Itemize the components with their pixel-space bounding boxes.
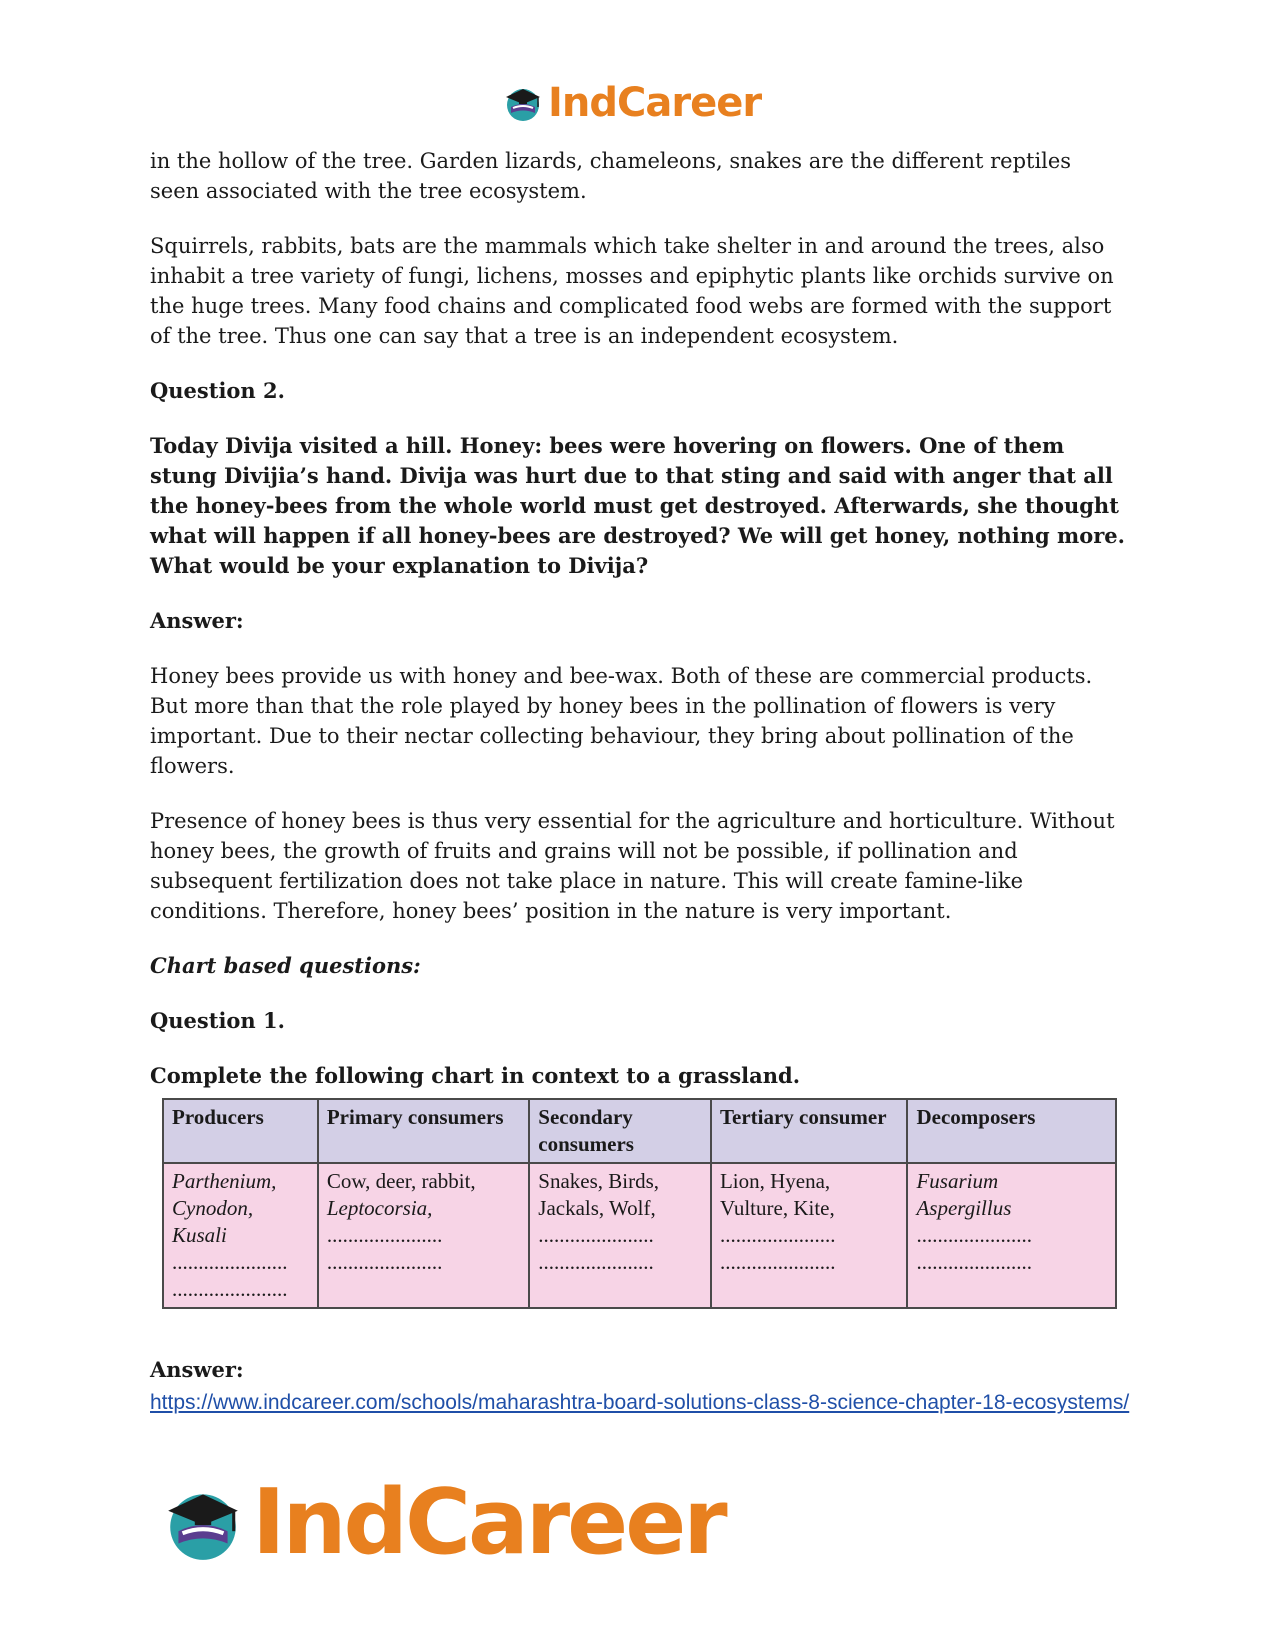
- table-header-row: [163, 1099, 1116, 1163]
- cell-line: Fusarium: [916, 1169, 999, 1193]
- section-heading: Chart based questions:: [150, 953, 421, 978]
- cell-line: Leptocorsia,: [326, 1196, 433, 1220]
- cell-tertiary-consumer: [711, 1163, 908, 1308]
- brand-name: IndCareer: [252, 1470, 725, 1575]
- question-label: Question 1.: [150, 1008, 285, 1033]
- answer-label: Answer:: [150, 1357, 244, 1382]
- brand-name: IndCareer: [548, 80, 762, 126]
- cell-producers: [163, 1163, 318, 1308]
- cell-line: Vulture, Kite,: [719, 1196, 835, 1220]
- blank-line: ......................: [538, 1250, 654, 1274]
- question-text: Complete the following chart in context to a grassland.: [150, 1063, 801, 1088]
- cell-line: Jackals, Wolf,: [538, 1196, 656, 1220]
- cell-line: Aspergillus: [916, 1196, 1012, 1220]
- cell-line: Lion, Hyena,: [719, 1169, 831, 1193]
- question-label: Question 2.: [150, 378, 285, 403]
- cell-secondary-consumers: [529, 1163, 711, 1308]
- paragraph: in the hollow of the tree. Garden lizards, chameleons, snakes are the different reptiles seen associated with the tree ecosystem.: [150, 149, 1072, 203]
- header-decomposers: Decomposers: [907, 1099, 1116, 1163]
- blank-line: ......................: [916, 1250, 1032, 1274]
- header-producers: Producers: [163, 1099, 318, 1163]
- brand-logo-top: [502, 80, 761, 126]
- cell-line: Snakes, Birds,: [538, 1169, 660, 1193]
- question-text: Today Divija visited a hill. Honey: bees were hovering on flowers. One of them stung Divijia’s hand. Divija was hurt due to that sting and said with anger that all the honey-bees from the whole world must get destroyed. Afterwards, she thought what will happen if all honey-bees are destroyed? We will get honey, nothing more. What would be your explanation to Divija?: [150, 433, 1125, 578]
- cell-line: Kusali: [172, 1223, 227, 1247]
- brand-logo-bottom: [160, 1470, 725, 1575]
- blank-line: ......................: [719, 1250, 836, 1274]
- food-chain-chart: [162, 1098, 1117, 1309]
- header-tertiary-consumer: Tertiary consumer: [711, 1099, 908, 1163]
- blank-line: ......................: [326, 1223, 443, 1247]
- header-primary-consumers: Primary consumers: [318, 1099, 529, 1163]
- graduation-cap-icon: [502, 83, 544, 123]
- cell-line: Cow, deer, rabbit,: [326, 1169, 476, 1193]
- graduation-cap-icon: [160, 1480, 246, 1566]
- answer-link[interactable]: https://www.indcareer.com/schools/maharashtra-board-solutions-class-8-science-chapter-18-ecosystems/: [150, 1391, 1130, 1414]
- blank-line: ......................: [172, 1250, 288, 1274]
- cell-primary-consumers: [318, 1163, 529, 1308]
- answer-label: Answer:: [150, 608, 244, 633]
- header-secondary-consumers: Secondary consumers: [529, 1099, 711, 1163]
- cell-line: Cynodon,: [172, 1196, 254, 1220]
- blank-line: ......................: [719, 1223, 836, 1247]
- document-body: [150, 146, 1125, 1091]
- blank-line: ......................: [538, 1223, 654, 1247]
- answer-paragraph: Honey bees provide us with honey and bee-wax. Both of these are commercial products. But more than that the role played by honey bees in the pollination of flowers is very important. Due to their nectar collecting behaviour, they bring about pollination of the flowers.: [150, 664, 1093, 778]
- answer-paragraph: Presence of honey bees is thus very essential for the agriculture and horticulture. Without honey bees, the growth of fruits and grains will not be possible, if pollination and subsequent fertilization does not take place in nature. This will create famine-like conditions. Therefore, honey bees’ position in the nature is very important.: [150, 809, 1115, 923]
- cell-decomposers: [907, 1163, 1116, 1308]
- cell-line: Parthenium,: [172, 1169, 277, 1193]
- table-row: [163, 1163, 1116, 1308]
- paragraph: Squirrels, rabbits, bats are the mammals which take shelter in and around the trees, also inhabit a tree variety of fungi, lichens, mosses and epiphytic plants like orchids survive on the huge trees. Many food chains and complicated food webs are formed with the support of the tree. Thus one can say that a tree is an independent ecosystem.: [150, 234, 1114, 348]
- blank-line: ......................: [326, 1250, 443, 1274]
- blank-line: ......................: [916, 1223, 1032, 1247]
- blank-line: ......................: [172, 1277, 288, 1301]
